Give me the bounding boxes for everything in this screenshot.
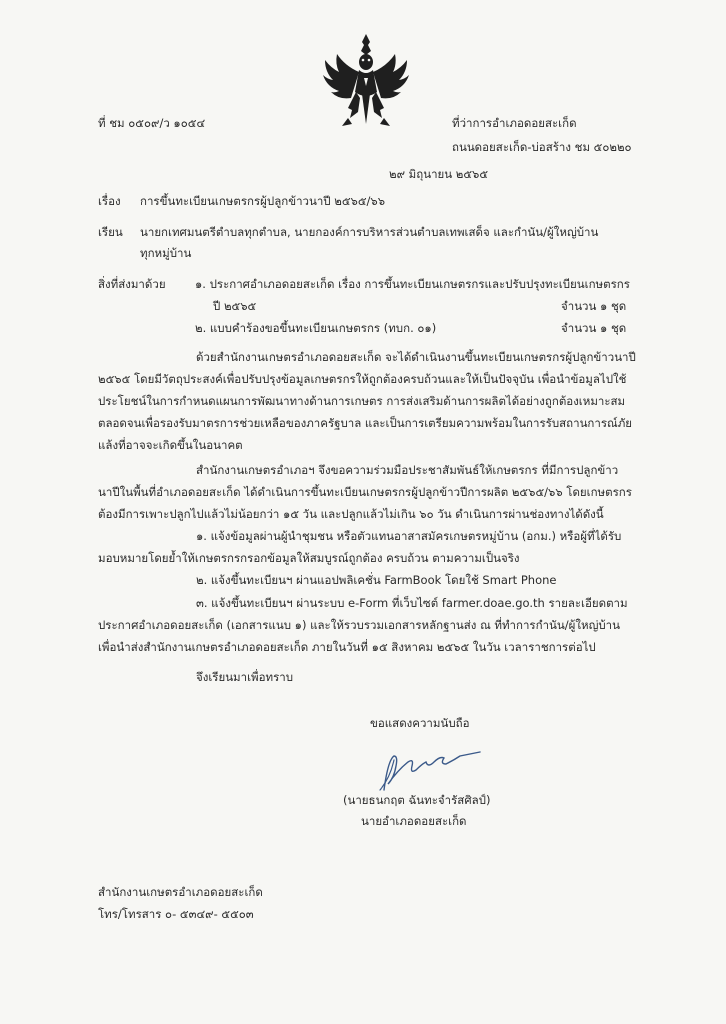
addressee-label: เรียน — [98, 225, 123, 239]
channel-item-2: ๒. แจ้งขึ้นทะเบียนฯ ผ่านแอปพลิเคชั่น FarmBook โดยใช้ Smart Phone — [196, 573, 557, 587]
addressee-line1: นายกเทศมนตรีตำบลทุกตำบล, นายกองค์การบริหารส่วนตำบลเทพเสด็จ และกำนัน/ผู้ใหญ่บ้าน — [140, 225, 599, 239]
enclosure-1-line1: ๑. ประกาศอำเภอดอยสะเก็ด เรื่อง การขึ้นทะเบียนเกษตรกรและปรับปรุงทะเบียนเกษตรกร — [195, 277, 630, 291]
garuda-emblem-icon — [318, 32, 414, 130]
salutation: ขอแสดงความนับถือ — [370, 716, 470, 730]
footer-office: สำนักงานเกษตรอำเภอดอยสะเก็ด — [98, 885, 263, 899]
letter-date: ๒๙ มิถุนายน ๒๕๖๕ — [389, 167, 489, 181]
subject-label: เรื่อง — [98, 194, 121, 208]
enclosure-2-quantity: จำนวน ๑ ชุด — [561, 321, 627, 335]
body-paragraph-2: สำนักงานเกษตรอำเภอฯ จึงขอความร่วมมือประชาสัมพันธ์ให้เกษตรกร ที่มีการปลูกข้าวนาปีในพื้นที่อำเภอดอยสะเก็ด ได้ดำเนินการขึ้นทะเบียนเกษตรกรผู้ปลูกข้าวปีการผลิต ๒๕๖๕/๖๖ โดยเกษตรกรต้องมีการเพาะปลูกไปแล้วไม่น้อยกว่า ๑๕ วัน และปลูกแล้วไม่เกิน ๖๐ วัน ดำเนินการผ่านช่องทางได้ดังนี้ — [98, 463, 632, 521]
closing-line: จึงเรียนมาเพื่อทราบ — [196, 670, 294, 684]
enclosure-2-line1: ๒. แบบคำร้องขอขึ้นทะเบียนเกษตรกร (ทบก. ๐๑) — [195, 321, 437, 335]
signer-position: นายอำเภอดอยสะเก็ด — [361, 814, 467, 828]
body-paragraph-1: ด้วยสำนักงานเกษตรอำเภอดอยสะเก็ด จะได้ดำเนินงานขึ้นทะเบียนเกษตรกรผู้ปลูกข้าวนาปี ๒๕๖๕ โดยมีวัตถุประสงค์เพื่อปรับปรุงข้อมูลเกษตรกรให้ถูกต้องครบถ้วนและให้เป็นปัจจุบัน เพื่อนำข้อมูลไปใช้ประโยชน์ในการกำหนดแผนการพัฒนาทางด้านการเกษตร การส่งเสริมด้านการผลิตได้อย่างถูกต้องเหมาะสม ตลอดจนเพื่อรองรับมาตรการช่วยเหลือของภาครัฐบาล และเป็นการเตรียมความพร้อมในการรับสถานการณ์ภัยแล้งที่อาจจะเกิดขึ้นในอนาคต — [98, 350, 636, 452]
office-address-line2: ถนนดอยสะเก็ด-บ่อสร้าง ชม ๕๐๒๒๐ — [452, 140, 632, 154]
subject-text: การขึ้นทะเบียนเกษตรกรผู้ปลูกข้าวนาปี ๒๕๖๕/๖๖ — [140, 194, 386, 208]
channel-item-3: ๓. แจ้งขึ้นทะเบียนฯ ผ่านระบบ e-Form ที่เว็บไซต์ farmer.doae.go.th รายละเอียดตามประกาศอำเภอดอยสะเก็ด (เอกสารแนบ ๑) และให้รวบรวมเอกสารหลักฐานส่ง ณ ที่ทำการกำนัน/ผู้ใหญ่บ้านเพื่อนำส่งสำนักงานเกษตรอำเภอดอยสะเก็ด ภายในวันที่ ๑๕ สิงหาคม ๒๕๖๕ ในวัน เวลาราชการต่อไป — [98, 596, 628, 654]
enclosure-1-line2: ปี ๒๕๖๕ — [213, 299, 257, 313]
reference-number: ที่ ชม ๐๕๐๙/ว ๑๐๕๔ — [98, 116, 206, 130]
office-address-line1: ที่ว่าการอำเภอดอยสะเก็ด — [452, 116, 577, 130]
channel-item-1: ๑. แจ้งข้อมูลผ่านผู้นำชุมชน หรือตัวแทนอาสาสมัครเกษตรหมู่บ้าน (อกม.) หรือผู้ที่ได้รับมอบหมายโดยย้ำให้เกษตรกรกรอกข้อมูลให้สมบูรณ์ถูกต้อง ครบถ้วน ตามความเป็นจริง — [98, 529, 622, 565]
enclosures-label: สิ่งที่ส่งมาด้วย — [98, 277, 166, 291]
footer-telephone: โทร/โทรสาร ๐- ๕๓๔๙- ๕๕๐๓ — [98, 907, 254, 921]
signer-name: (นายธนกฤต ฉันทะจำรัสศิลป์) — [343, 793, 491, 807]
enclosure-1-quantity: จำนวน ๑ ชุด — [561, 299, 627, 313]
addressee-line2: ทุกหมู่บ้าน — [140, 246, 192, 260]
handwritten-signature-icon — [372, 730, 482, 800]
